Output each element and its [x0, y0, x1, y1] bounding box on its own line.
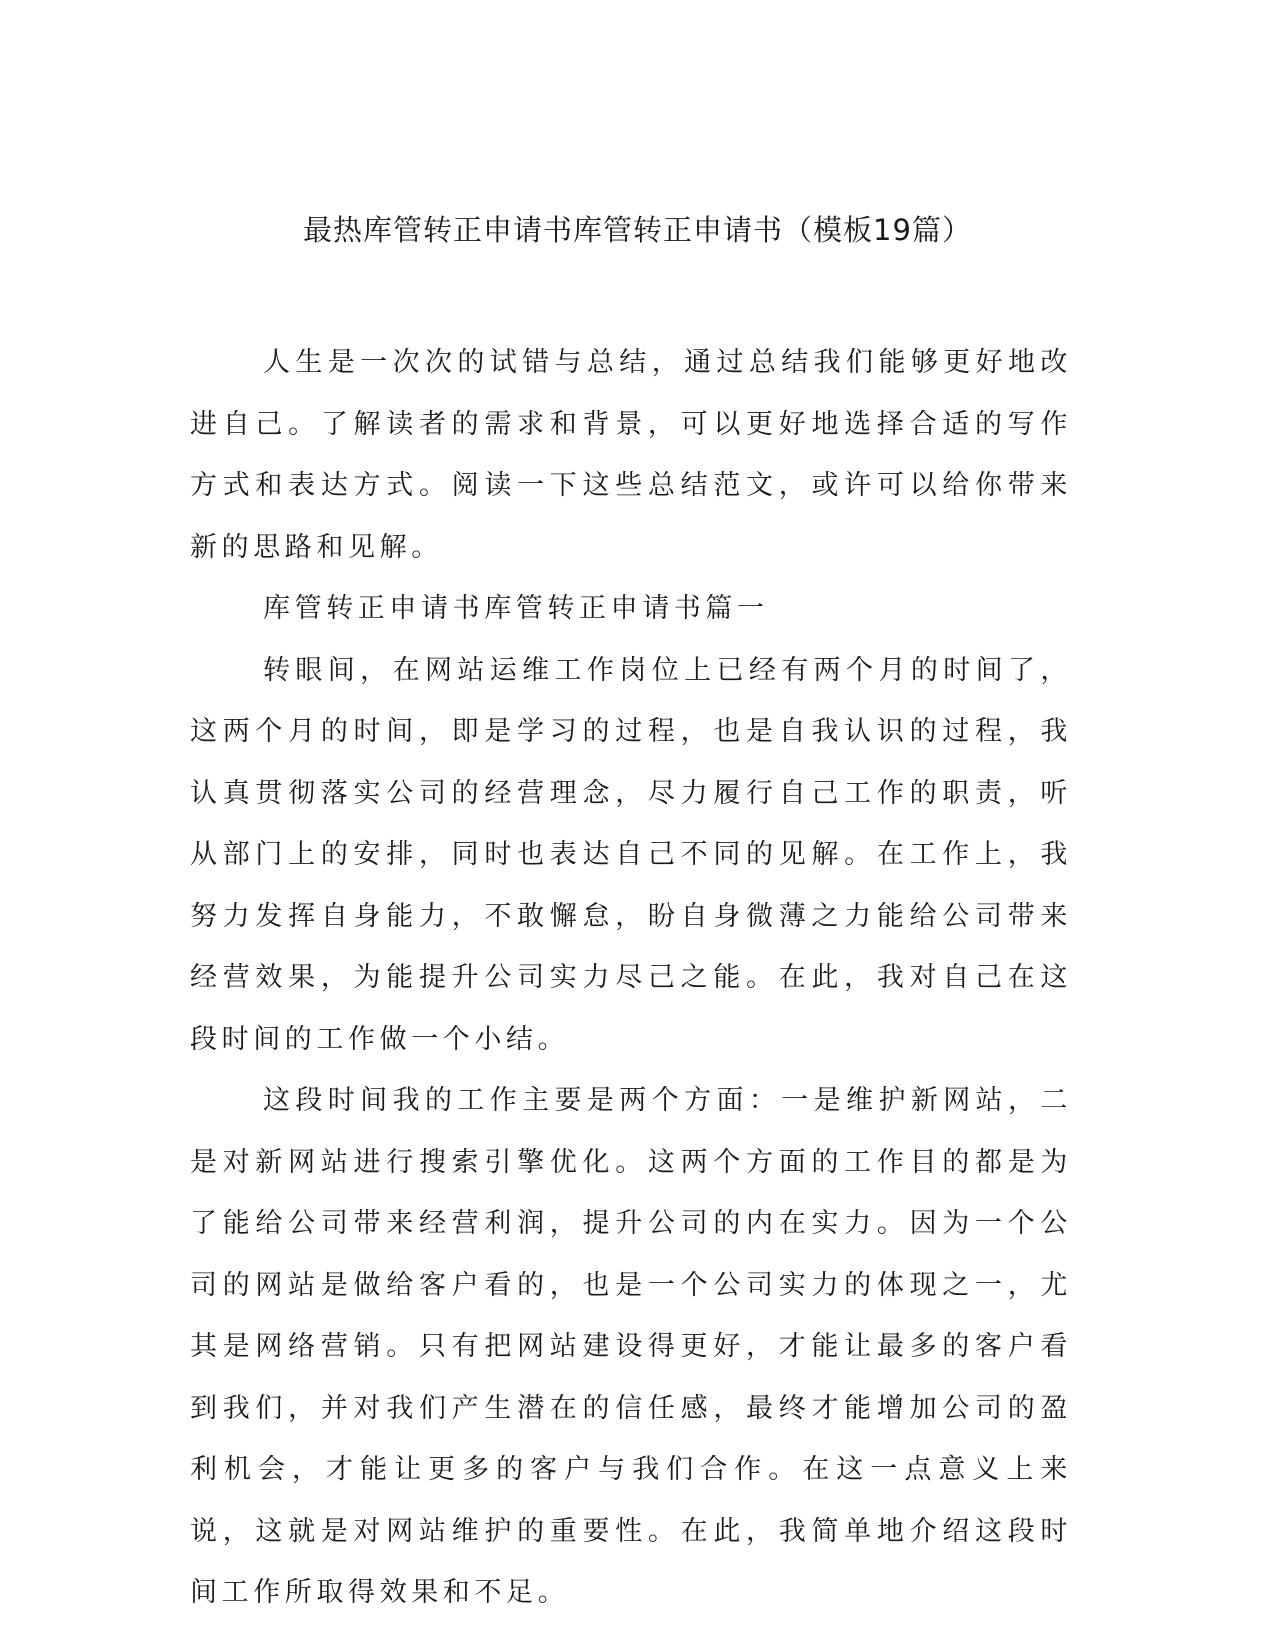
paragraph-work-details: 这段时间我的工作主要是两个方面：一是维护新网站，二是对新网站进行搜索引擎优化。这两个方面的工作目的都是为了能给公司带来经营利润，提升公司的内在实力。因为一个公司的网站是做给客户看的，也是一个公司实力的体现之一，尤其是网络营销。只有把网站建设得更好，才能让最多的客户看到我们，并对我们产生潜在的信任感，最终才能增加公司的盈利机会，才能让更多的客户与我们合作。在这一点意义上来说，这就是对网站维护的重要性。在此，我简单地介绍这段时间工作所取得效果和不足。	[190, 1085, 1072, 1608]
section-heading: 库管转正申请书库管转正申请书篇一	[263, 593, 769, 624]
document-body	[190, 332, 1072, 1624]
paragraph-work-review: 转眼间，在网站运维工作岗位上已经有两个月的时间了，这两个月的时间，即是学习的过程，也是自我认识的过程，我认真贯彻落实公司的经营理念，尽力履行自己工作的职责，听从部门上的安排，同时也表达自己不同的见解。在工作上，我努力发挥自身能力，不敢懈怠，盼自身微薄之力能给公司带来经营效果，为能提升公司实力尽己之能。在此，我对自己在这段时间的工作做一个小结。	[190, 654, 1072, 1055]
paragraph-intro: 人生是一次次的试错与总结，通过总结我们能够更好地改进自己。了解读者的需求和背景，可以更好地选择合适的写作方式和表达方式。阅读一下这些总结范文，或许可以给你带来新的思路和见解。	[190, 347, 1072, 563]
document-title: 最热库管转正申请书库管转正申请书（模板19篇）	[303, 213, 972, 247]
